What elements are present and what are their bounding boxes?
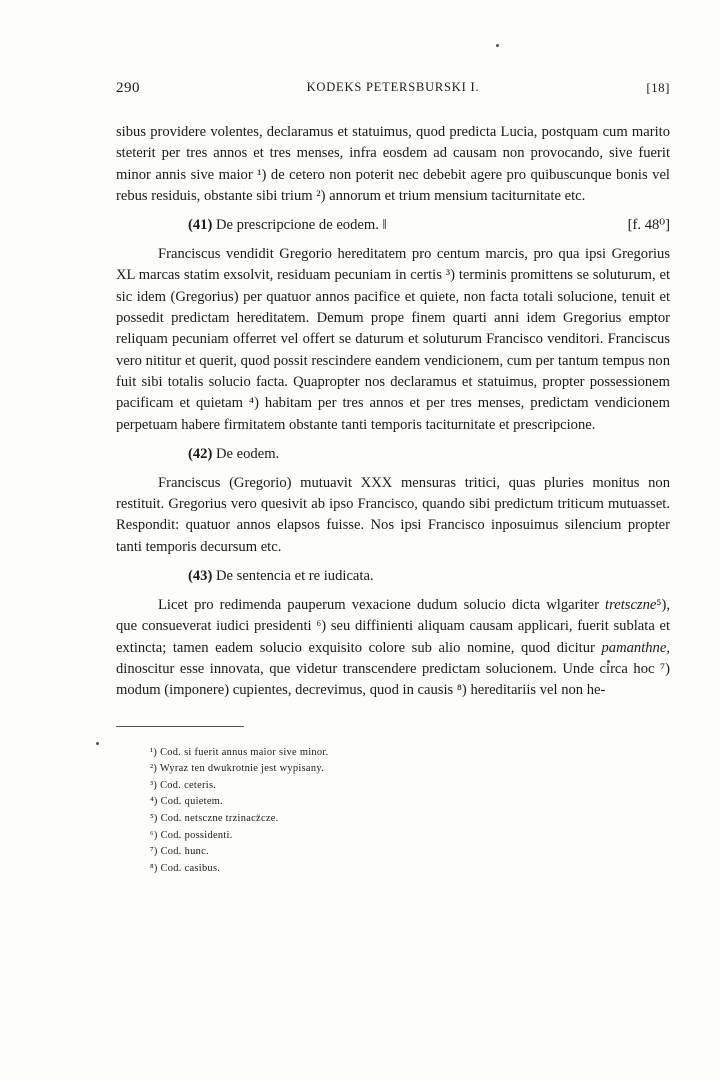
section-number: (43): [188, 568, 213, 585]
section-number: (42): [188, 445, 213, 462]
text-segment: Licet pro redimenda pauperum vexacione dudum solucio dicta wlgariter: [158, 597, 599, 614]
footnote: ⁵) Cod. netscznе trzinacz̈cze.: [150, 812, 279, 824]
section-42-text: Franciscus (Gregorio) mutuavit XXX mensuras tritici, quas pluries monitus non restituit. Gregorius vero quesivit ab ipso Francisco, quando sibi predictum triticum mutuasset. Respondit: quatuor annos elapsos fuisse. Nos ipsi Francisco inposuimus silencium propter tanti temporis decursum etc.: [116, 474, 670, 555]
vernacular-term: pamanthne,: [601, 639, 670, 656]
footnote: ³) Cod. ceteris.: [150, 779, 217, 791]
vernacular-term: tretscznе: [605, 597, 657, 614]
margin-speck: [96, 742, 99, 745]
running-header: [116, 80, 670, 102]
footnote-rule: [116, 726, 244, 727]
section-heading-43: [116, 566, 670, 587]
section-title: De prescripcione de eodem. ‖: [215, 217, 387, 234]
document-page: [116, 80, 670, 877]
section-41-text: Franciscus vendidit Gregorio hereditatem pro centum marcis, pro qua ipsi Gregorius XL marcas statim exsolvit, residuam pecuniam in certis ³) terminis promittens se soluturum, et sic idem (Gregorius) per quatuor annos pacifice et quiete, non facta totali solucione, tenuit et possedit predictam hereditatem. Demum prope finem quarti anni idem Gregorius emptor reliquam pecuniam offerret vel offert se daturum et soluturum Francisco venditori. Franciscus vero nititur et querit, quod possit rescindere eandem vendicionem, cum per tantum tempus non fuit sibi totalis solucio facta. Quapropter nos declaramus et statuimus, propter possessionem pacificam et quietam ⁴) habitam per tres annos et per tres menses, predictam vendicionem perpetuam habere firmitatem obstante tanti temporis taciturnitate et prescripcione.: [116, 246, 670, 433]
footnotes: [116, 745, 670, 878]
footnote: ⁸) Cod. casibus.: [150, 862, 221, 874]
section-43-text: [116, 595, 670, 701]
section-number: (41): [188, 217, 213, 234]
intro-paragraph: sibus providere volentes, declaramus et statuimus, quod predicta Lucia, postquam cum marito steterit per tres annos et tres menses, infra eosdem ad causam non provocando, sive fuerit minor annis sive maior ¹) de cetero non poterit nec debebit agere pro quibuscunque bonis vel rebus residuis, obstante sibi trium ²) annorum et trium mensium taciturnitate etc.: [116, 124, 670, 204]
margin-speck: [496, 44, 499, 47]
section-heading-41: [116, 215, 670, 236]
document-body: [116, 122, 670, 702]
folio-reference: [f. 48⁰]: [627, 217, 670, 234]
page-number: 290: [116, 80, 140, 96]
section-marker: [18]: [646, 80, 670, 95]
footnote: ⁷) Cod. hunc.: [150, 846, 209, 858]
footnote: ⁴) Cod. quietem.: [150, 796, 224, 808]
footnote: ⁶) Cod. possidenti.: [150, 829, 233, 841]
section-heading-42: [116, 444, 670, 465]
section-title: De eodem.: [215, 445, 280, 462]
running-title: KODEKS PETERSBURSKI I.: [306, 80, 480, 94]
footnote: ¹) Cod. si fuerit annus maior sive minor.: [150, 746, 329, 758]
section-title: De sentencia et re iudicata.: [215, 568, 374, 585]
footnote: ²) Wyraz ten dwukrotnie jest wypisany.: [150, 763, 325, 775]
text-segment: dinoscitur esse innovata, que videtur transcendere predictam solucionem. Unde circa hoc ⁷) modum (imponere) cupientes, decrevimus, quod in causis ⁸) hereditariis vel non he-: [116, 660, 670, 699]
text-segment: ⁵), que consueverat iudici presidenti ⁶) seu diffinienti aliquam causam applicari, fuerit sublata et extincta; tamen eadem solucio exquisito colore sub alio nomine, quod dicitur: [116, 597, 670, 656]
